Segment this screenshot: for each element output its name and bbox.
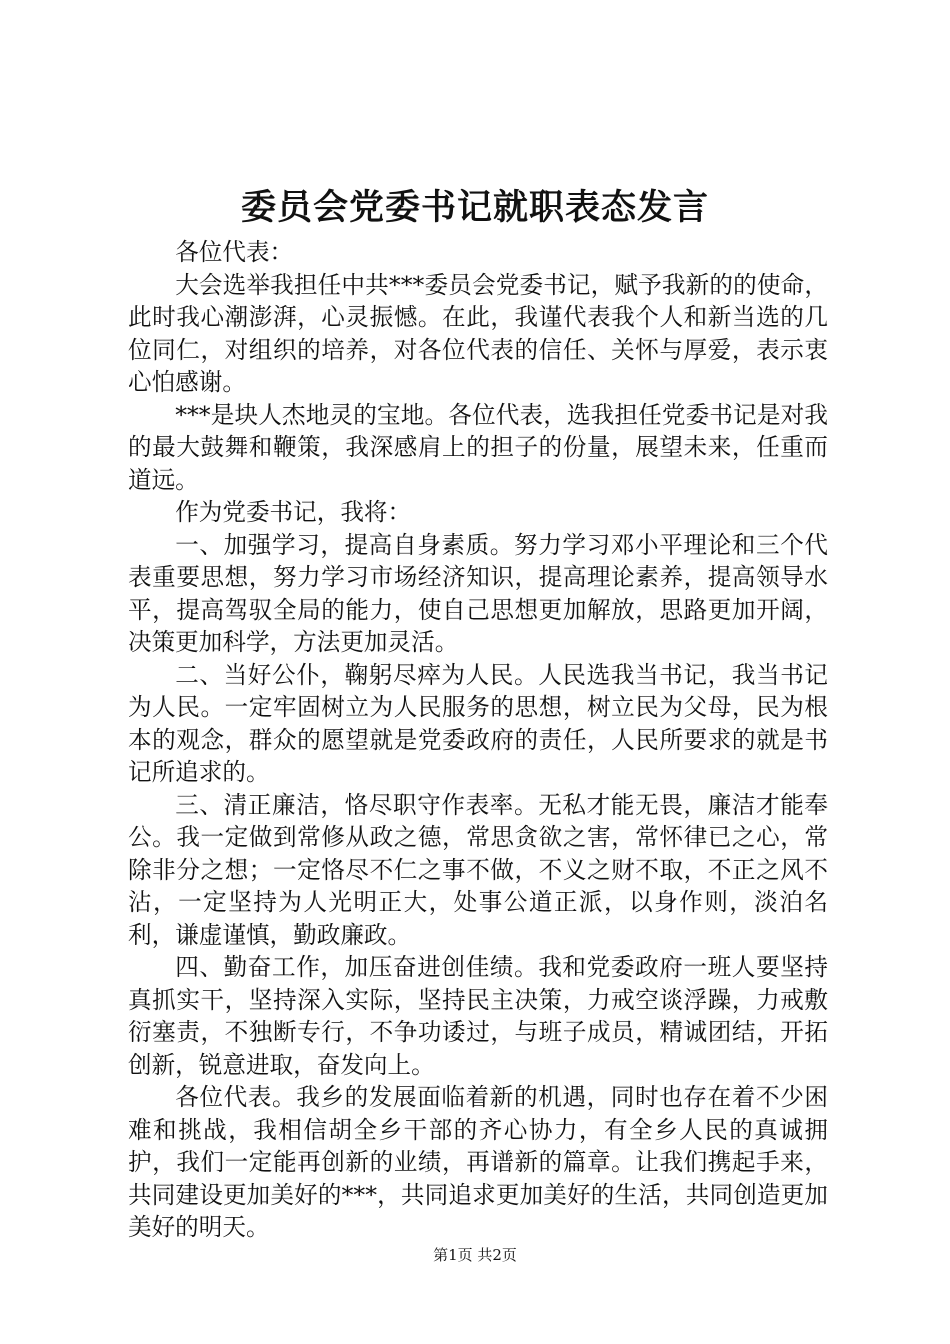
page-number-footer: 第1页 共2页	[433, 1246, 517, 1264]
document-body	[128, 236, 828, 1244]
paragraph-opening: 大会选举我担任中共***委员会党委书记，赋予我新的的使命，此时我心潮澎湃，心灵振憾。在此，我谨代表我个人和新当选的几位同仁，对组织的培养，对各位代表的信任、关怀与厚爱，表示衷心怕感谢。	[128, 270, 828, 396]
paragraph-point-2: 二、当好公仆，鞠躬尽瘁为人民。人民选我当书记，我当书记为人民。一定牢固树立为人民服务的思想，树立民为父母，民为根本的观念，群众的愿望就是党委政府的责任，人民所要求的就是书记所追求的。	[128, 660, 828, 786]
paragraph-salutation: 各位代表：	[175, 238, 294, 266]
paragraph-point-3: 三、清正廉洁，恪尽职守作表率。无私才能无畏，廉洁才能奉公。我一定做到常修从政之德，常思贪欲之害，常怀律已之心，常除非分之想；一定恪尽不仁之事不做，不义之财不取，不正之风不沾，一定坚持为人光明正大，处事公道正派，以身作则，淡泊名利，谦虚谨慎，勤政廉政。	[128, 790, 828, 949]
document-title: 委员会党委书记就职表态发言	[240, 187, 709, 228]
paragraph-point-4: 四、勤奋工作，加压奋进创佳绩。我和党委政府一班人要坚持真抓实干，坚持深入实际，坚持民主决策，力戒空谈浮躁，力戒敷衍塞责，不独断专行，不争功诿过，与班子成员，精诚团结，开拓创新，锐意进取，奋发向上。	[128, 953, 828, 1079]
paragraph-closing: 各位代表。我乡的发展面临着新的机遇，同时也存在着不少困难和挑战，我相信胡全乡干部的齐心协力，有全乡人民的真诚拥护，我们一定能再创新的业绩，再谱新的篇章。让我们携起手来，共同建设更加美好的***，共同追求更加美好的生活，共同创造更加美好的明天。	[128, 1083, 828, 1241]
paragraph-point-1: 一、加强学习，提高自身素质。努力学习邓小平理论和三个代表重要思想，努力学习市场经济知识，提高理论素养，提高领导水平，提高驾驭全局的能力，使自己思想更加解放，思路更加开阔，决策更加科学，方法更加灵活。	[128, 530, 828, 656]
paragraph-region: ***是块人杰地灵的宝地。各位代表，选我担任党委书记是对我的最大鼓舞和鞭策，我深感肩上的担子的份量，展望未来，任重而道远。	[128, 400, 828, 494]
paragraph-commitment-intro: 作为党委书记，我将：	[175, 498, 412, 526]
